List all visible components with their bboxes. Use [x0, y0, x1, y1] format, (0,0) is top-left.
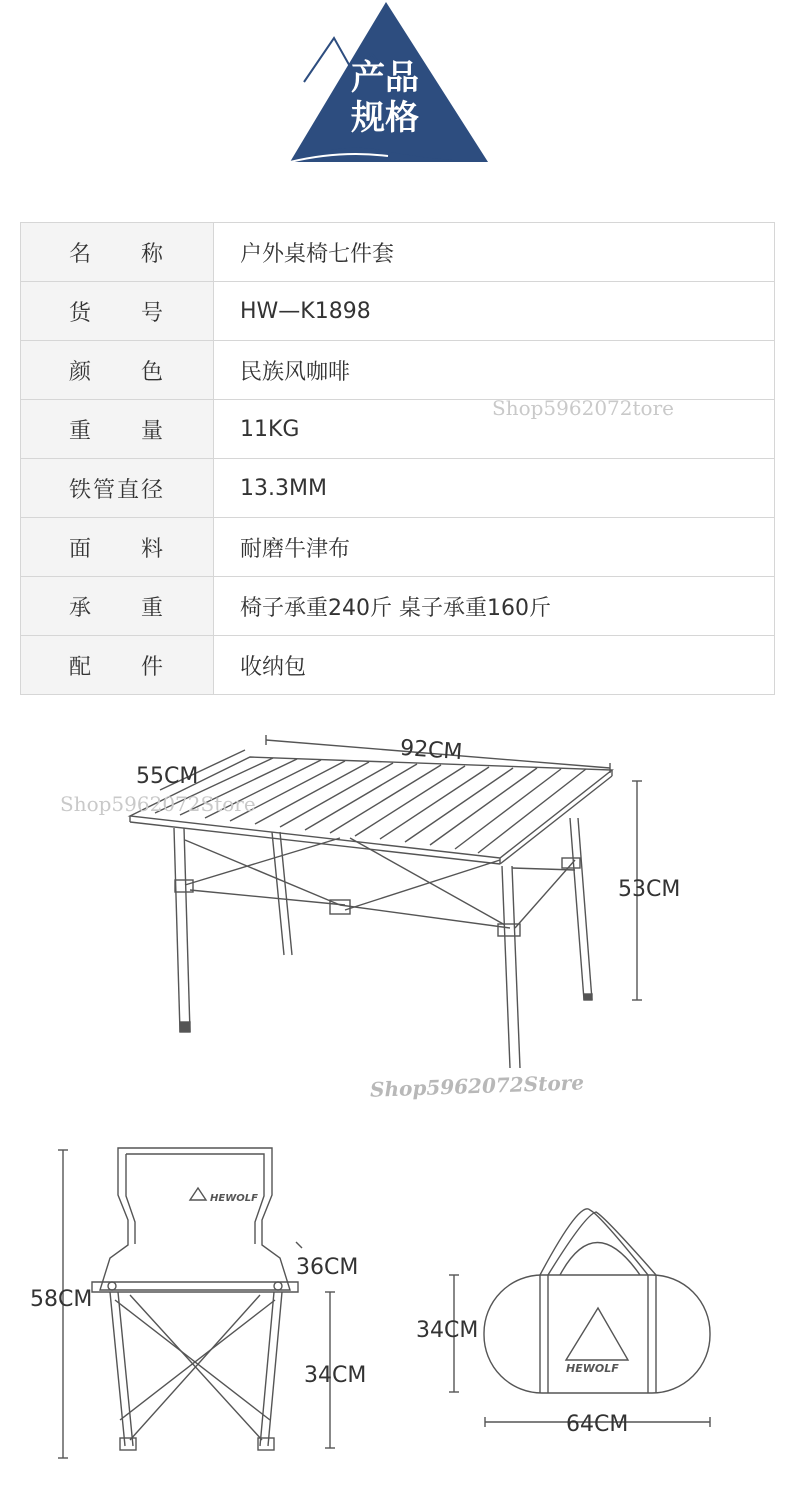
spec-label: 面 料: [21, 518, 214, 577]
spec-label: 配 件: [21, 636, 214, 695]
table-depth-label: 55CM: [136, 764, 199, 789]
spec-label: 货 号: [21, 282, 214, 341]
table-height-label: 53CM: [618, 877, 681, 902]
spec-label: 铁管直径: [21, 459, 214, 518]
spec-value: 民族风咖啡: [214, 341, 775, 400]
chair-height-label: 58CM: [30, 1287, 93, 1312]
bag-height-label: 34CM: [416, 1318, 479, 1343]
bag-drawing: [449, 1209, 710, 1427]
table-drawing: [130, 735, 642, 1068]
spec-label: 重 量: [21, 400, 214, 459]
spec-label: 承 重: [21, 577, 214, 636]
chair-brand-logo: HEWOLF: [210, 1193, 258, 1204]
spec-value: 13.3MM: [214, 459, 775, 518]
spec-value: 收纳包: [214, 636, 775, 695]
spec-value: 椅子承重240斤 桌子承重160斤: [214, 577, 775, 636]
watermark: Shop5962072Store: [369, 1070, 585, 1102]
spec-label: 名 称: [21, 223, 214, 282]
spec-value: 耐磨牛津布: [214, 518, 775, 577]
chair-drawing: [58, 1148, 335, 1458]
title-line2: 规格: [351, 98, 419, 138]
watermark: Shop5962072Store: [60, 792, 256, 816]
chair-seat-height-label: 34CM: [304, 1363, 367, 1388]
watermark: Shop5962072tore: [492, 396, 674, 420]
table-width-label: 92CM: [399, 735, 464, 766]
bag-width-label: 64CM: [566, 1412, 629, 1437]
spec-value: HW—K1898: [214, 282, 775, 341]
bag-brand-logo: HEWOLF: [566, 1362, 619, 1375]
spec-value: 户外桌椅七件套: [214, 223, 775, 282]
chair-seat-depth-label: 36CM: [296, 1255, 359, 1280]
spec-label: 颜 色: [21, 341, 214, 400]
title-line1: 产品: [351, 58, 419, 98]
spec-value: 11KG: [214, 400, 775, 459]
